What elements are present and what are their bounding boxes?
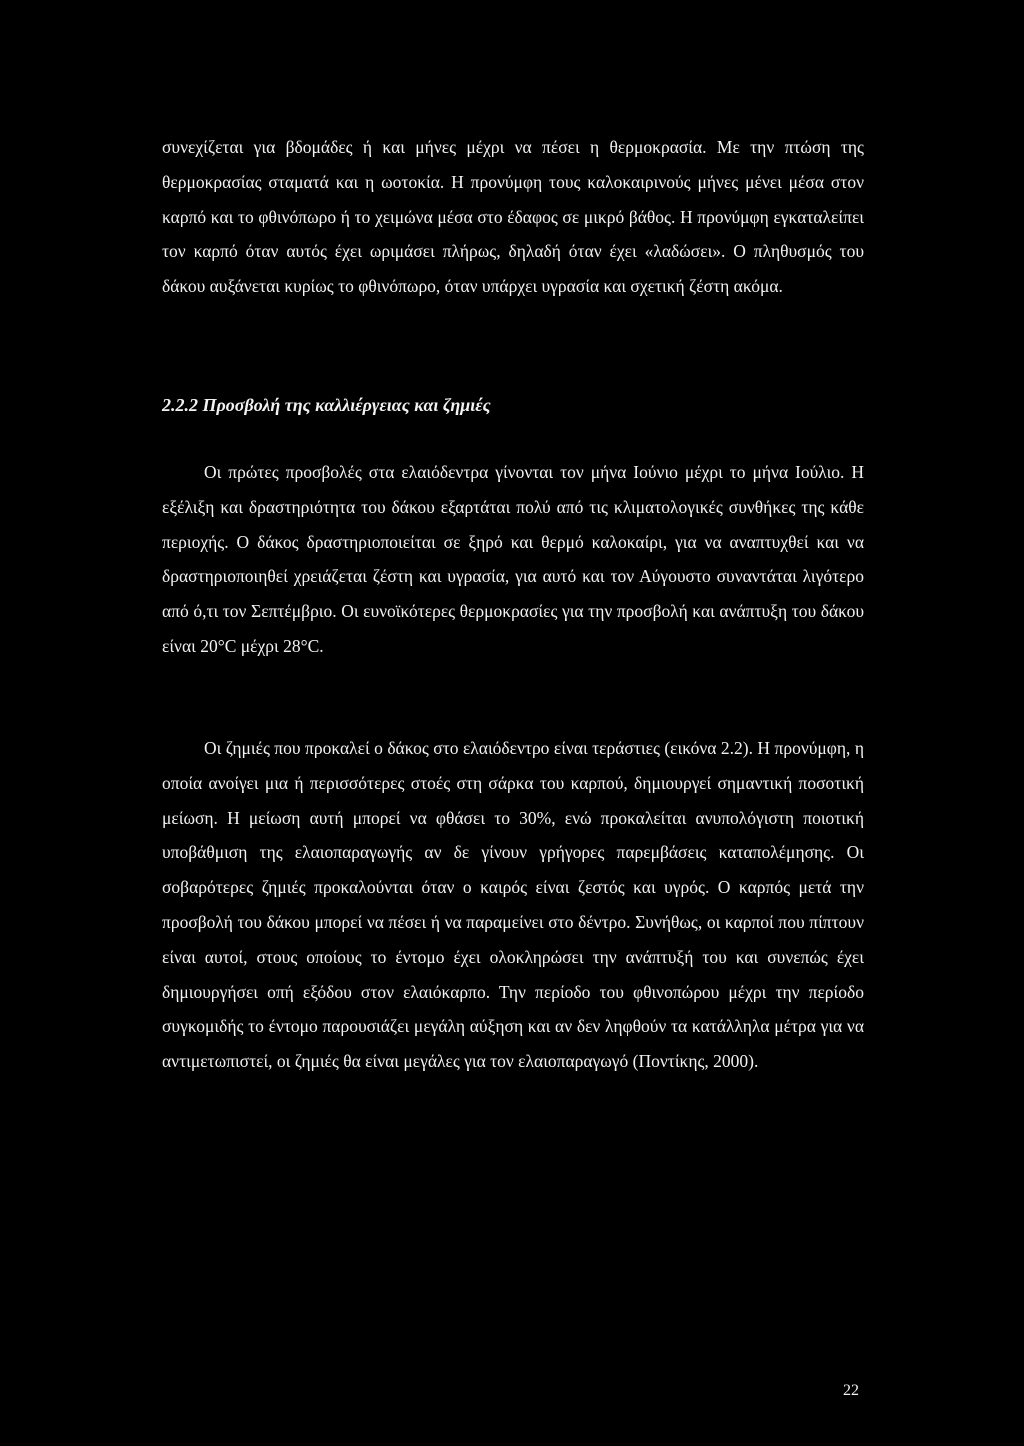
body-paragraph-3-text: Οι ζημιές που προκαλεί ο δάκος στο ελαιόδεντρο είναι τεράστιες (εικόνα 2.2). Η προνύμφη, η οποία ανοίγει μια ή περισσότερες στοές στη σάρκα του καρπού, δημιουργεί σημαντική ποσοτική μείωση. Η μείωση αυτή μπορεί να φθάσει το 30%, ενώ προκαλείται ανυπολόγιστη ποιοτική υποβάθμιση της ελαιοπαραγωγής αν δε γίνουν γρήγορες παρεμβάσεις καταπολέμησης. Οι σοβαρότερες ζημιές προκαλούνται όταν ο καιρός είναι ζεστός και υγρός. Ο καρπός μετά την προσβολή του δάκου μπορεί να πέσει ή να παραμείνει στο δέντρο. Συνήθως, οι καρποί που πίπτουν είναι αυτοί, στους οποίους το έντομο έχει ολοκληρώσει την ανάπτυξή του και συνεπώς έχει δημιουργήσει οπή εξόδου στον ελαιόκαρπο. Την περίοδο του φθινοπώρου μέχρι την περίοδο συγκομιδής το έντομο παρουσιάζει μεγάλη αύξηση και αν δεν ληφθούν τα κατάλληλα μέτρα για να αντιμετωπιστεί, οι ζημιές θα είναι μεγάλες για τον ελαιοπαραγωγό (Ποντίκης, 2000).: [162, 738, 864, 1072]
body-paragraph-2: [162, 455, 864, 664]
body-paragraph-1: συνεχίζεται για βδομάδες ή και μήνες μέχρι να πέσει η θερμοκρασία. Με την πτώση της θερμοκρασίας σταματά και η ωοτοκία. Η προνύμφη τους καλοκαιρινούς μήνες μένει μέσα στον καρπό και το φθινόπωρο ή το χειμώνα μέσα στο έδαφος σε μικρό βάθος. Η προνύμφη εγκαταλείπει τον καρπό όταν αυτός έχει ωριμάσει πλήρως, δηλαδή όταν έχει «λαδώσει». Ο πληθυσμός του δάκου αυξάνεται κυρίως το φθινόπωρο, όταν υπάρχει υγρασία και σχετική ζέστη ακόμα.: [162, 137, 864, 297]
section-heading: 2.2.2 Προσβολή της καλλιέργειας και ζημιές: [162, 395, 491, 415]
page-number: 22: [843, 1382, 859, 1399]
body-paragraph-3: [162, 731, 864, 1079]
body-paragraph-2-text: Οι πρώτες προσβολές στα ελαιόδεντρα γίνονται τον μήνα Ιούνιο μέχρι το μήνα Ιούλιο. Η εξέλιξη και δραστηριότητα του δάκου εξαρτάται πολύ από τις κλιματολογικές συνθήκες της κάθε περιοχής. Ο δάκος δραστηριοποιείται σε ξηρό και θερμό καλοκαίρι, για να αναπτυχθεί και να δραστηριοποιηθεί χρειάζεται ζέστη και υγρασία, για αυτό και τον Αύγουστο συναντάται λιγότερο από ό,τι τον Σεπτέμβριο. Οι ευνοϊκότερες θερμοκρασίες για την προσβολή και ανάπτυξη του δάκου είναι 20°C μέχρι 28°C.: [162, 462, 864, 656]
